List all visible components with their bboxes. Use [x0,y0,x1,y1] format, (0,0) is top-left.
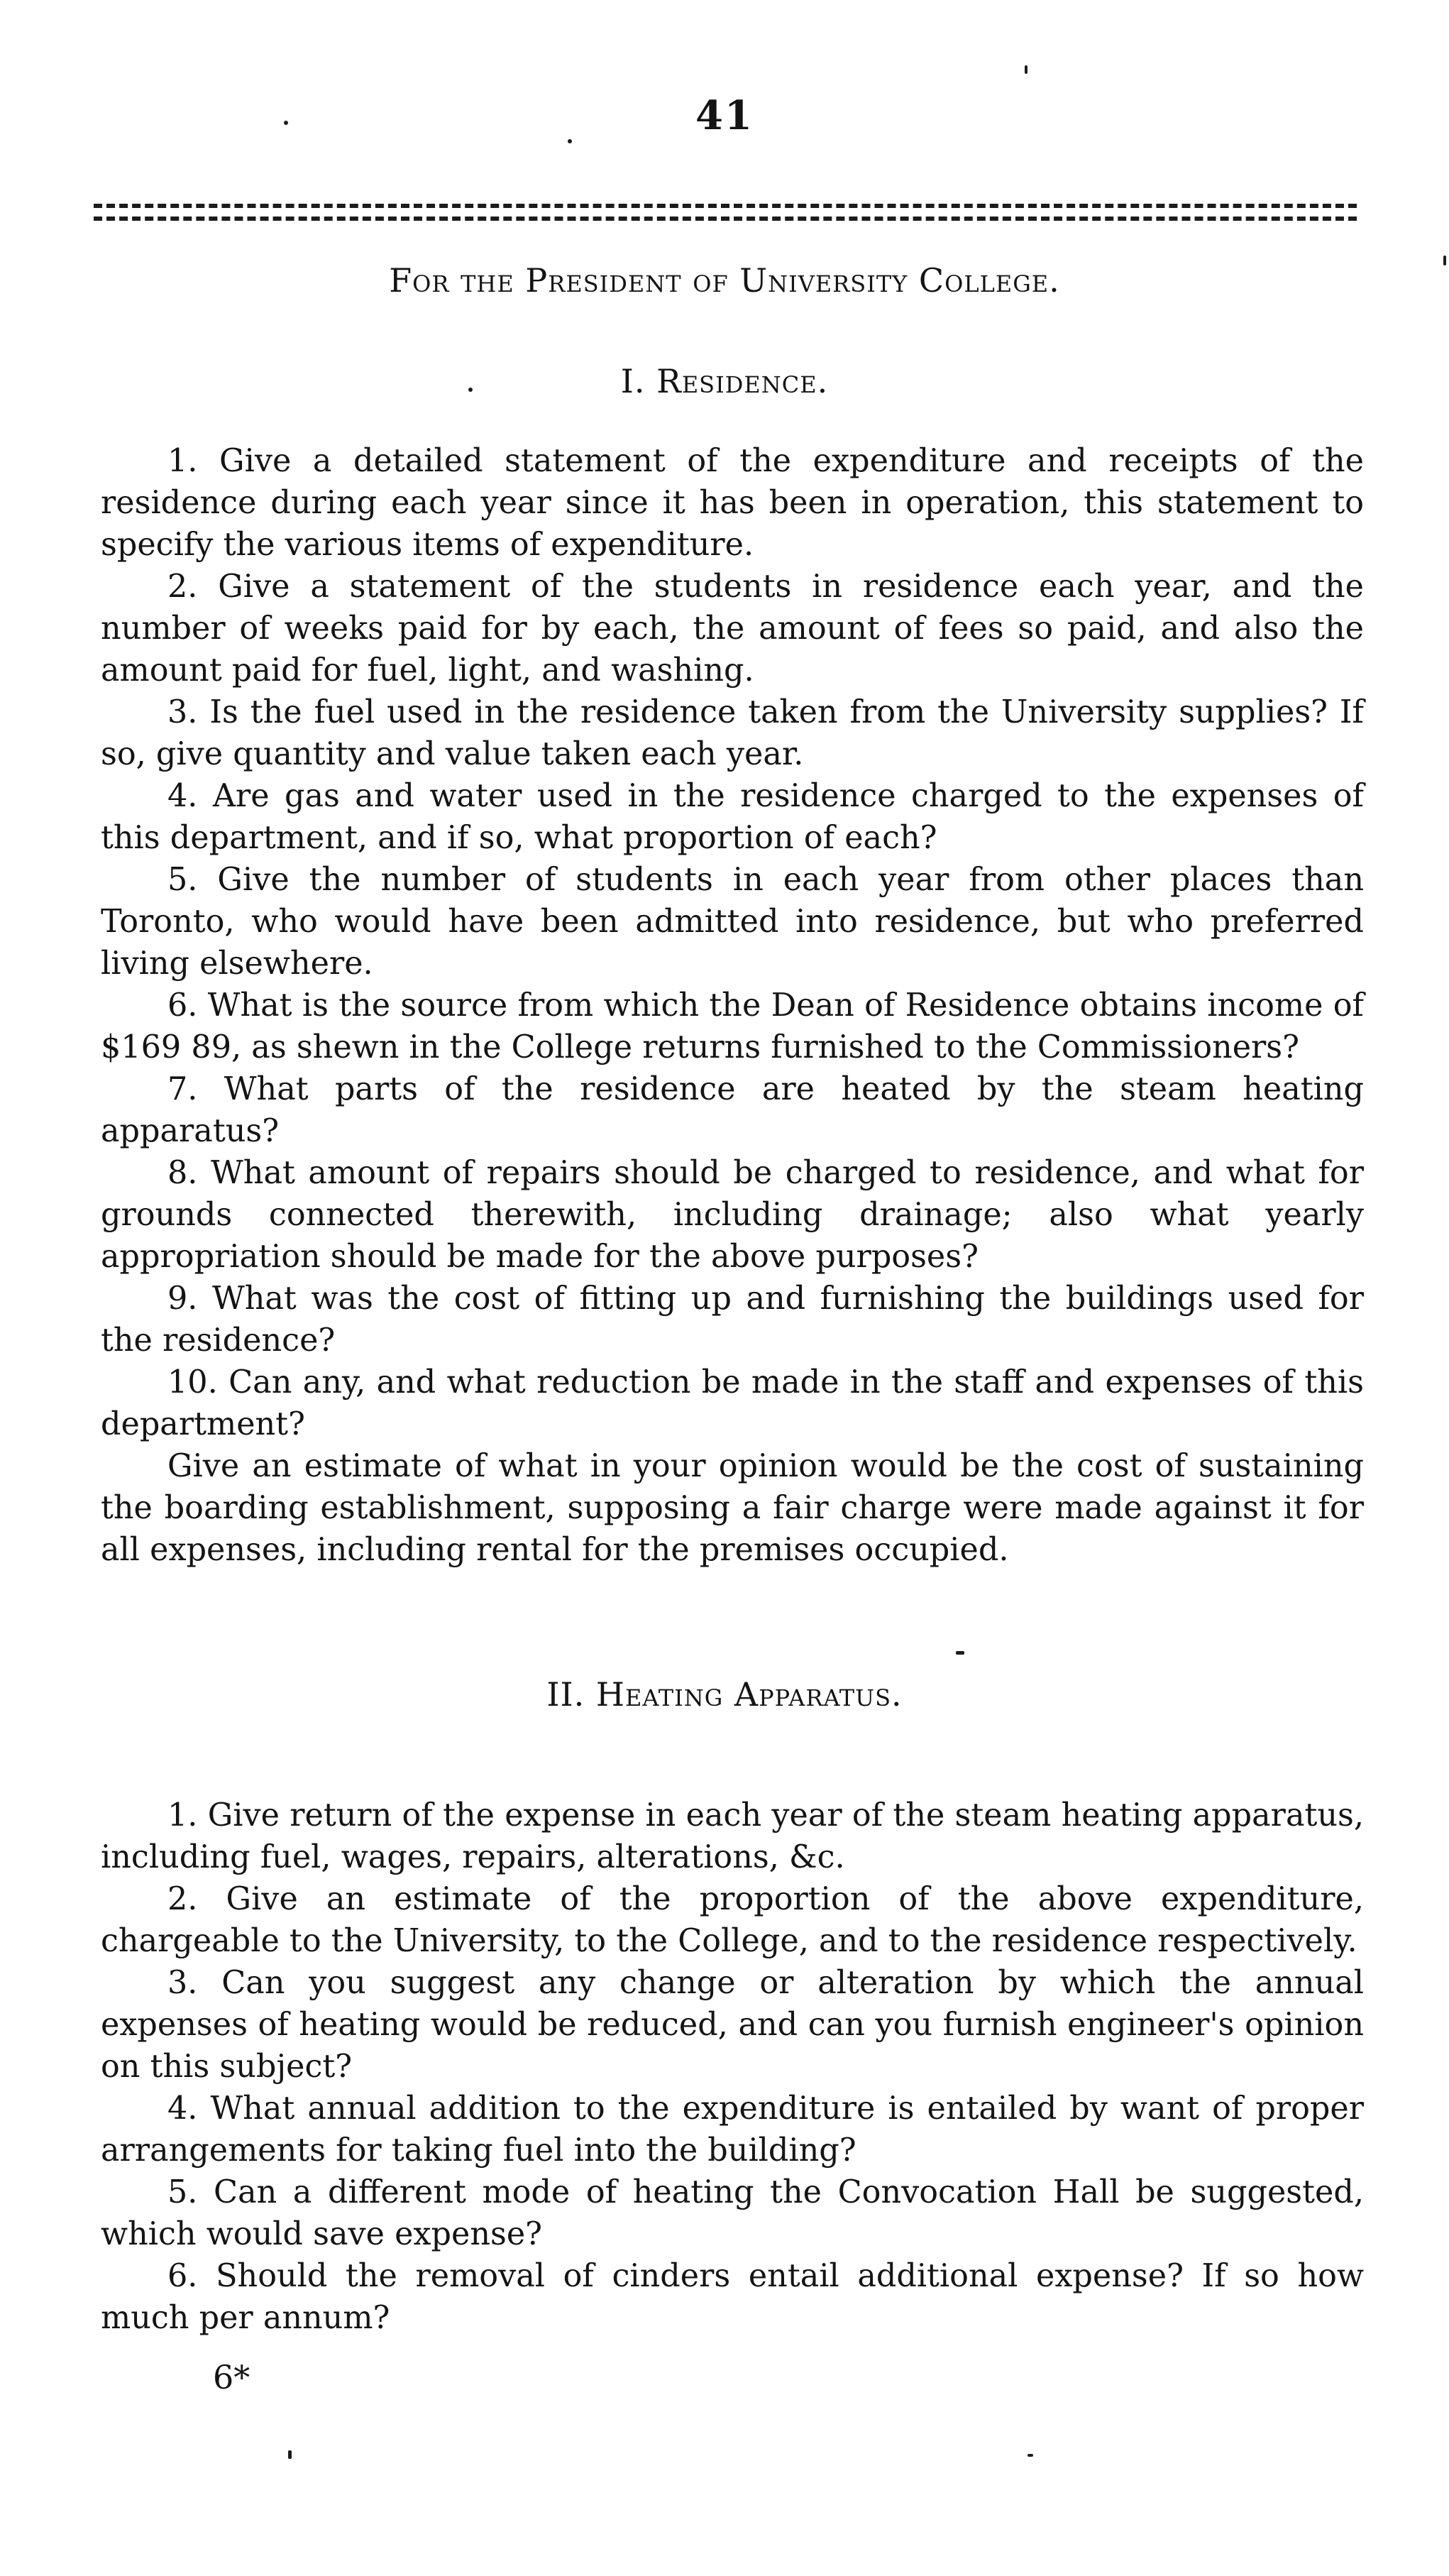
question-paragraph: 1. Give a detailed statement of the expenditure and receipts of the residence during each year since it has been in operation, this statement to specify the various items of expenditure. [101,443,1364,563]
question-paragraph: 7. What parts of the residence are heated by the steam heating apparatus? [101,1071,1364,1149]
signature-mark: 6* [213,2358,250,2396]
question-paragraph: 5. Give the number of students in each year from other places than Toronto, who would have been admitted into residence, but who preferred living elsewhere. [101,862,1364,982]
double-rule-bottom [94,217,1357,221]
ink-speck [956,1651,964,1655]
question-paragraph: 5. Can a different mode of heating the Convocation Hall be suggested, which would save expense? [101,2174,1364,2252]
ink-speck [288,2450,292,2459]
question-paragraph: 4. What annual addition to the expenditure is entailed by want of proper arrangements for taking fuel into the building? [101,2090,1364,2169]
ink-speck [1027,2454,1033,2457]
question-paragraph: 4. Are gas and water used in the residence charged to the expenses of this department, and if so, what proportion of each? [101,778,1364,856]
question-paragraph: 1. Give return of the expense in each year of the steam heating apparatus, including fuel, wages, repairs, alterations, &c. [101,1797,1364,1875]
document-title: For the President of University College. [389,261,1060,300]
question-paragraph: 8. What amount of repairs should be charged to residence, and what for grounds connected therewith, including drainage; also what yearly appropriation should be made for the above purposes? [101,1155,1364,1275]
question-paragraph: 9. What was the cost of fitting up and furnishing the buildings used for the residence? [101,1281,1364,1359]
question-paragraph: 10. Can any, and what reduction be made in the staff and expenses of this department? [101,1364,1364,1442]
question-paragraph: 6. Should the removal of cinders entail additional expense? If so how much per annum? [101,2258,1364,2336]
residence-questions [101,440,1364,1571]
question-paragraph: 6. What is the source from which the Dean of Residence obtains income of $169 89, as shewn in the College returns furnished to the Commissioners? [101,987,1364,1065]
ink-speck [284,121,288,125]
heating-apparatus-questions [101,1794,1364,2339]
ink-speck [1025,65,1027,74]
question-paragraph: 3. Can you suggest any change or alteration by which the annual expenses of heating would be reduced, and can you furnish engineer's opinion on this subject? [101,1965,1364,2085]
page-number: 41 [695,92,754,139]
ink-speck [1443,256,1446,265]
question-paragraph: 3. Is the fuel used in the residence taken from the University supplies? If so, give quantity and value taken each year. [101,694,1364,772]
section-heading-heating-apparatus: II. Heating Apparatus. [546,1675,903,1714]
double-rule-top [94,204,1357,208]
ink-speck [468,388,473,392]
question-paragraph: Give an estimate of what in your opinion would be the cost of sustaining the boarding establishment, supposing a fair charge were made against it for all expenses, including rental for the premises occupied. [101,1448,1364,1568]
question-paragraph: 2. Give an estimate of the proportion of the above expenditure, chargeable to the University, to the College, and to the residence respectively. [101,1881,1364,1959]
question-paragraph: 2. Give a statement of the students in residence each year, and the number of weeks paid for by each, the amount of fees so paid, and also the amount paid for fuel, light, and washing. [101,569,1364,689]
section-heading-residence: I. Residence. [620,362,829,400]
ink-speck [568,139,572,143]
